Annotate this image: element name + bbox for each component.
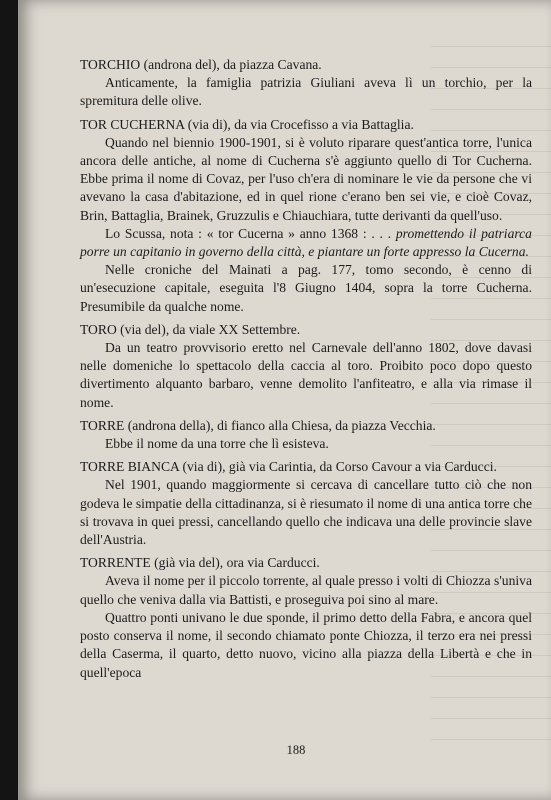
entry-paragraph: Anticamente, la famiglia patrizia Giuliani aveva lì un torchio, per la spremitura delle olive. bbox=[80, 75, 532, 109]
entry-heading: TORRE (androna della), di fianco alla Chiesa, da piazza Vecchia. bbox=[80, 417, 436, 433]
entry-paragraph: Quattro ponti univano le due sponde, il primo detto della Fabra, e ancora quel posto conserva il nome, il secondo chiamato ponte Chiozza, il terzo era nei pressi della Caserma, il quarto, detto nuovo, vicino alla piazza della Libertà e che in quell'epoca bbox=[80, 609, 532, 680]
entry-paragraph: Quando nel biennio 1900-1901, si è voluto riparare quest'antica torre, l'unica ancora delle antiche, al nome di Cucherna s'è aggiunto quello di Tor Cucherna. Ebbe prima il nome di Covaz, per l'uso ch'era di nominare le vie da persone che vi avevano la casa d'abitazione, ed in quel rione c'erano ben sei vie, e cioè Covaz, Brin, Battaglia, Brainek, Gruzzulis e Chiauchiara, tutte derivanti da quell'uso. bbox=[80, 134, 532, 223]
book-page bbox=[18, 0, 551, 800]
entry-toro bbox=[80, 321, 532, 412]
entry-paragraph: Aveva il nome per il piccolo torrente, al quale presso i volti di Chiozza s'univa quello che veniva dalla via Battisti, e proseguiva poi sino al mare. bbox=[80, 573, 532, 607]
entry-tor-cucherna bbox=[80, 116, 532, 316]
quote-intro: Lo Scussa, nota : « tor Cucerna » anno 1368 : . . . bbox=[105, 225, 392, 241]
italic-quote: promettendo il patriarca porre un capitanio in governo della città, e piantare un forte appresso la Cucerna. bbox=[80, 225, 532, 260]
entry-paragraph-quote bbox=[80, 225, 532, 261]
entry-paragraph: Ebbe il nome da una torre che lì esisteva. bbox=[105, 436, 329, 452]
page-number: 188 bbox=[286, 743, 306, 757]
entry-torre-bianca bbox=[80, 458, 532, 549]
entry-paragraph: Da un teatro provvisorio eretto nel Carnevale dell'anno 1802, dove davasi nelle domeniche lo spettacolo della caccia al toro. Proibito poco dopo questo divertimento alquanto barbaro, venne demolito l'anfiteatro, e alla via rimase il nome. bbox=[80, 340, 532, 410]
entry-torchio bbox=[80, 56, 532, 111]
entry-heading: TORRE BIANCA (via di), già via Carintia, da Corso Cavour a via Carducci. bbox=[80, 459, 497, 475]
entry-torre bbox=[80, 417, 532, 453]
entry-paragraph: Nelle croniche del Mainati a pag. 177, tomo secondo, è cenno di un'esecuzione capitale, eseguita l'8 Giugno 1404, sopra la torre Cucherna. Presumibile da qualche nome. bbox=[80, 262, 532, 314]
page-content bbox=[80, 56, 532, 687]
entry-torrente bbox=[80, 554, 532, 681]
entry-heading: TORCHIO (androna del), da piazza Cavana. bbox=[80, 57, 322, 72]
entry-heading: TOR CUCHERNA (via di), da via Crocefisso a via Battaglia. bbox=[80, 116, 414, 132]
entry-heading: TORO (via del), da viale XX Settembre. bbox=[80, 321, 301, 337]
entry-paragraph: Nel 1901, quando maggiormente si cercava di cancellare tutto ciò che non godeva le simpatie della cittadinanza, si è riesumato il nome di una antica torre che si trovava in quei pressi, cancellando quello che indicava una delle provincie slave dell'Austria. bbox=[80, 477, 532, 548]
entry-heading: TORRENTE (già via del), ora via Carducci. bbox=[80, 555, 320, 571]
